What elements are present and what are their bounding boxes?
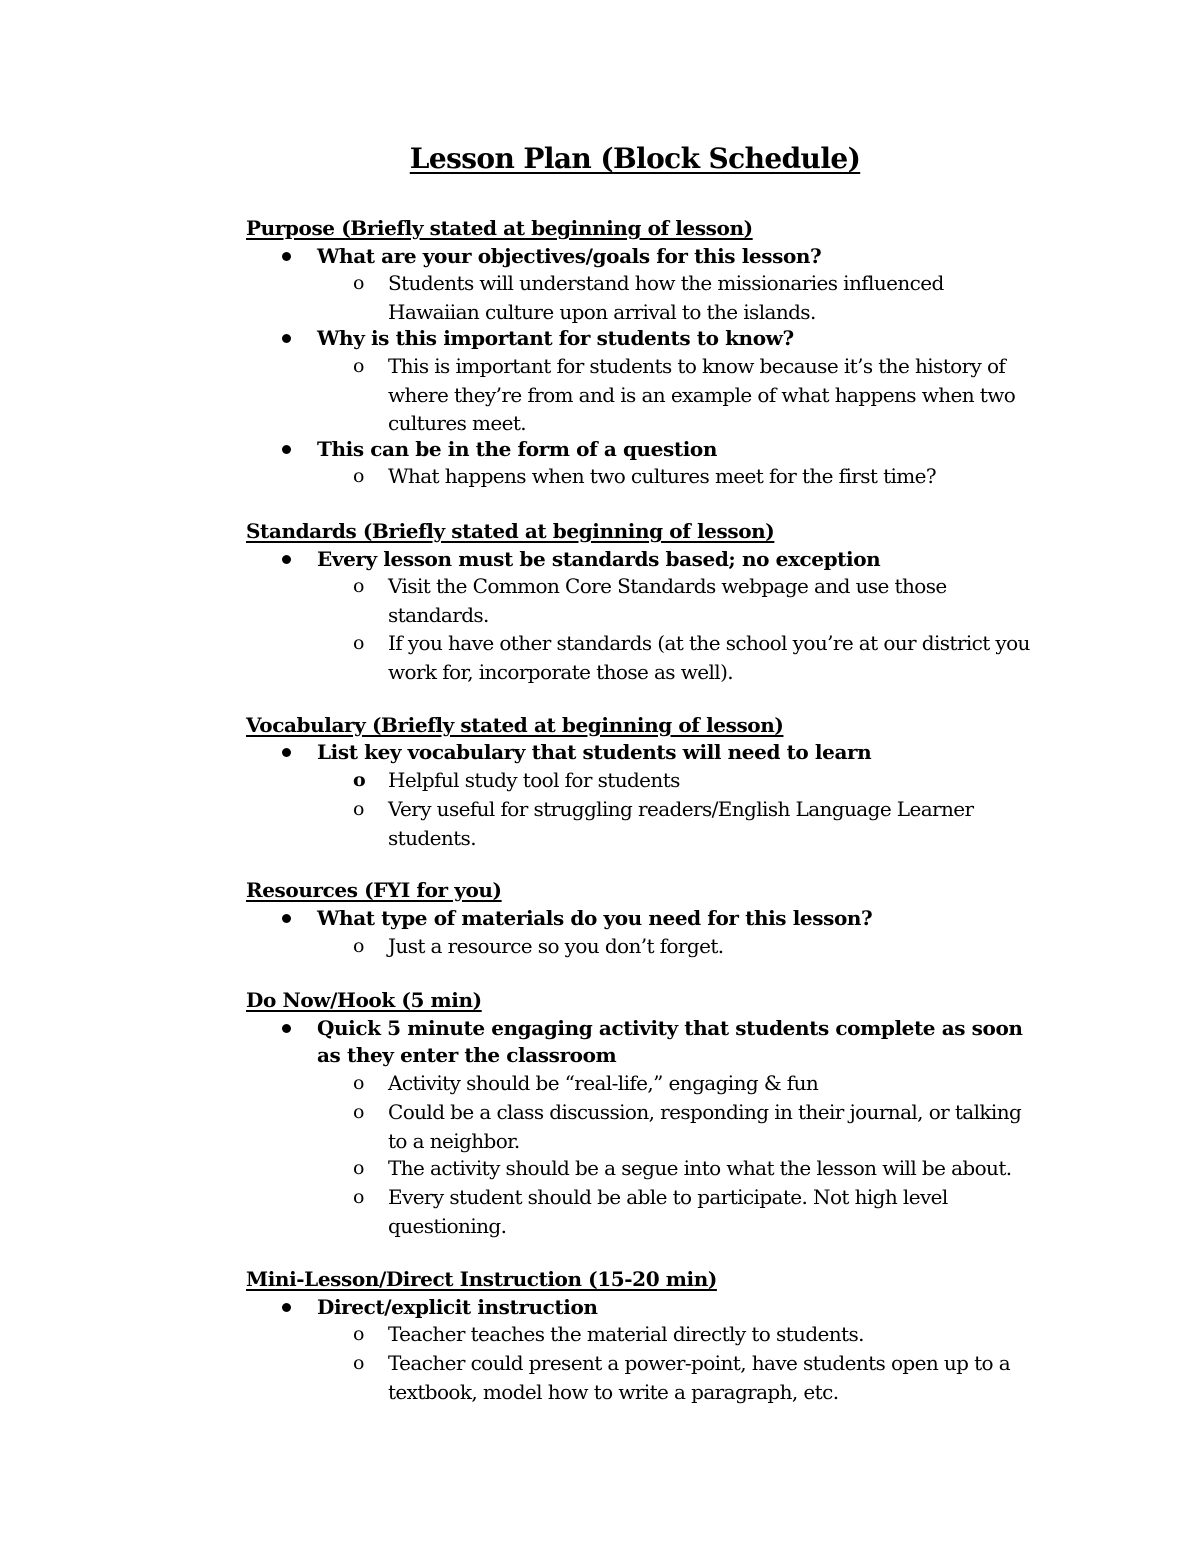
section-heading-do-now-hook: Do Now/Hook (5 min) [246, 988, 482, 1012]
bullet-text: List key vocabulary that students will need to learn [317, 740, 872, 764]
sub-bullet-text: Visit the Common Core Standards webpage and use those standards. [388, 574, 947, 627]
circle-bullet-icon: o [353, 1101, 365, 1123]
circle-bullet-icon: o [353, 1352, 365, 1374]
bullet-text: What are your objectives/goals for this lesson? [317, 244, 822, 268]
circle-bullet-icon: o [353, 1323, 365, 1345]
sub-bullet-text: The activity should be a segue into what the lesson will be about. [388, 1156, 1012, 1180]
bullet-text: This can be in the form of a question [317, 437, 717, 461]
sub-bullet-text: Just a resource so you don’t forget. [388, 934, 724, 958]
circle-bullet-icon: o [353, 465, 365, 487]
bullet-icon [282, 1024, 291, 1033]
bullet-icon [282, 334, 291, 343]
section-heading-resources: Resources (FYI for you) [246, 878, 502, 902]
bullet-icon [282, 555, 291, 564]
circle-bullet-icon: o [353, 632, 365, 654]
sub-bullet-text: This is important for students to know because it’s the history of where they’re from and is an example of what happens when two cultures meet. [388, 354, 1016, 435]
bullet-icon [282, 748, 291, 757]
sub-bullet-text: Teacher could present a power-point, have students open up to a textbook, model how to write a paragraph, etc. [388, 1351, 1011, 1404]
bullet-text: Direct/explicit instruction [317, 1295, 598, 1319]
section-heading-purpose: Purpose (Briefly stated at beginning of lesson) [246, 216, 753, 240]
sub-bullet-text: What happens when two cultures meet for the first time? [388, 464, 937, 488]
circle-bullet-icon: o [353, 1157, 365, 1179]
sub-bullet-text: Teacher teaches the material directly to students. [388, 1322, 864, 1346]
circle-bullet-icon: o [353, 1072, 365, 1094]
bullet-icon [282, 445, 291, 454]
bullet-icon [282, 252, 291, 261]
bullet-text: Quick 5 minute engaging activity that students complete as soon as they enter the classroom [317, 1016, 1023, 1067]
circle-bullet-icon: o [353, 769, 366, 791]
section-heading-vocabulary: Vocabulary (Briefly stated at beginning of lesson) [246, 713, 784, 737]
bullet-icon [282, 914, 291, 923]
bullet-text: What type of materials do you need for this lesson? [317, 906, 873, 930]
bullet-text: Every lesson must be standards based; no exception [317, 547, 881, 571]
sub-bullet-text: Every student should be able to participate. Not high level questioning. [388, 1185, 948, 1238]
circle-bullet-icon: o [353, 935, 365, 957]
sub-bullet-text: Activity should be “real-life,” engaging & fun [388, 1071, 819, 1095]
sub-bullet-text: Students will understand how the missionaries influenced Hawaiian culture upon arrival to the islands. [388, 271, 944, 324]
bullet-text: Why is this important for students to know? [317, 326, 794, 350]
sub-bullet-text: If you have other standards (at the school you’re at our district you work for, incorporate those as well). [388, 631, 1030, 684]
section-heading-mini-lesson: Mini-Lesson/Direct Instruction (15-20 min) [246, 1267, 717, 1291]
bullet-icon [282, 1303, 291, 1312]
document-title: Lesson Plan (Block Schedule) [409, 142, 861, 175]
circle-bullet-icon: o [353, 798, 365, 820]
sub-bullet-text: Could be a class discussion, responding in their journal, or talking to a neighbor. [388, 1100, 1022, 1153]
sub-bullet-text: Helpful study tool for students [388, 768, 680, 792]
circle-bullet-icon: o [353, 272, 365, 294]
circle-bullet-icon: o [353, 1186, 365, 1208]
sub-bullet-text: Very useful for struggling readers/English Language Learner students. [388, 797, 974, 850]
circle-bullet-icon: o [353, 575, 365, 597]
circle-bullet-icon: o [353, 355, 365, 377]
section-heading-standards: Standards (Briefly stated at beginning of lesson) [246, 519, 775, 543]
